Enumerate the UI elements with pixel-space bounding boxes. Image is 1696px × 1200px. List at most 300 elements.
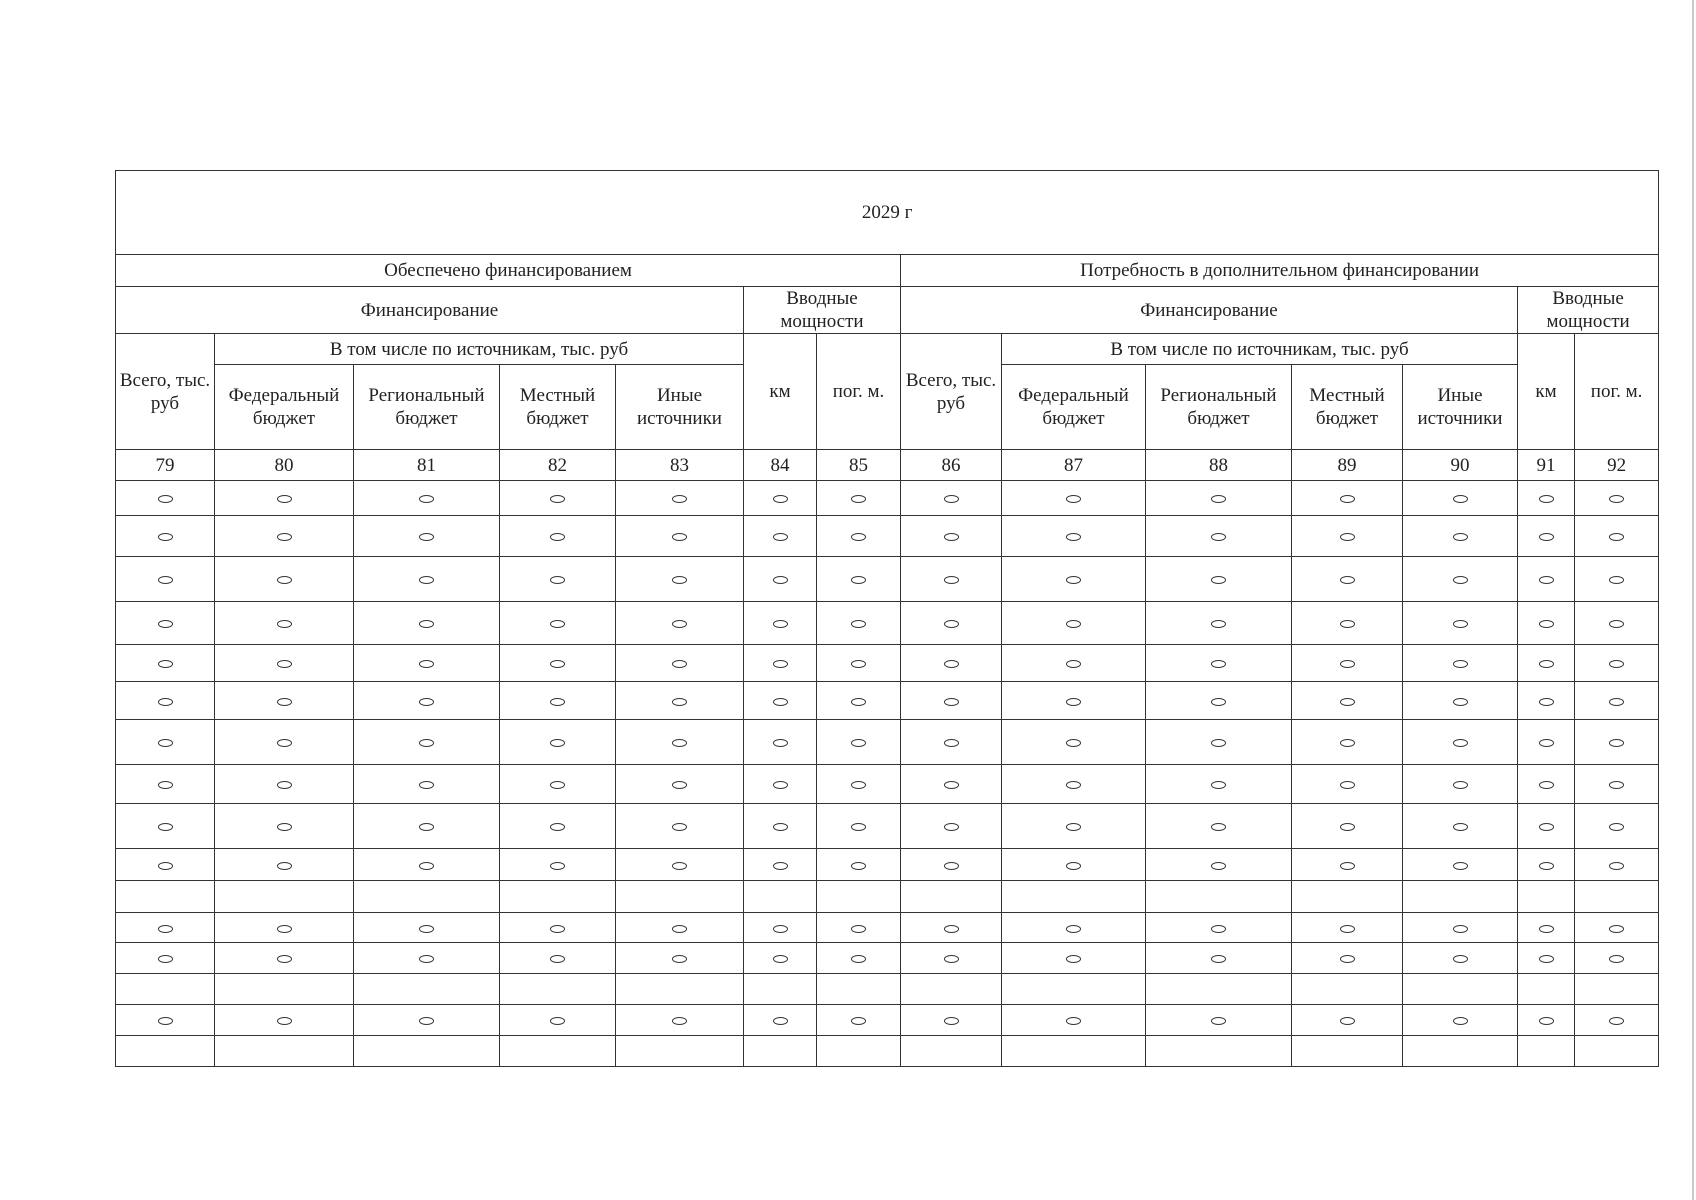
table-cell [817, 1036, 901, 1067]
dash-glyph-icon [773, 925, 788, 933]
table-cell [616, 765, 744, 804]
table-cell [500, 804, 616, 849]
table-cell [1518, 881, 1575, 913]
table-cell [1002, 974, 1146, 1005]
table-cell [354, 682, 500, 720]
table-row [116, 602, 1659, 645]
secured-pogm-header: пог. м. [817, 334, 901, 450]
table-cell [901, 720, 1002, 765]
dash-glyph-icon [944, 533, 959, 541]
column-number: 85 [817, 450, 901, 481]
dash-glyph-icon [944, 576, 959, 584]
table-cell [1146, 765, 1292, 804]
dash-glyph-icon [158, 533, 173, 541]
table-cell [1292, 974, 1403, 1005]
table-cell [1292, 720, 1403, 765]
table-cell [500, 481, 616, 516]
dash-glyph-icon [672, 862, 687, 870]
dash-glyph-icon [158, 495, 173, 503]
dash-glyph-icon [277, 495, 292, 503]
dash-glyph-icon [419, 495, 434, 503]
dash-glyph-icon [1539, 781, 1554, 789]
dash-glyph-icon [1453, 862, 1468, 870]
table-cell [1146, 804, 1292, 849]
dash-glyph-icon [550, 955, 565, 963]
table-cell [1292, 849, 1403, 881]
table-cell [116, 720, 215, 765]
table-cell [817, 645, 901, 682]
table-row [116, 645, 1659, 682]
table-cell [901, 1005, 1002, 1036]
dash-glyph-icon [1609, 823, 1624, 831]
table-cell [616, 1005, 744, 1036]
table-cell [901, 974, 1002, 1005]
dash-glyph-icon [158, 925, 173, 933]
table-cell [744, 974, 817, 1005]
table-cell [1575, 765, 1659, 804]
dash-glyph-icon [1453, 620, 1468, 628]
dash-glyph-icon [672, 925, 687, 933]
table-cell [1292, 481, 1403, 516]
dash-glyph-icon [672, 955, 687, 963]
dash-glyph-icon [1453, 495, 1468, 503]
table-cell [354, 913, 500, 943]
table-cell [1403, 481, 1518, 516]
table-cell [744, 557, 817, 602]
table-row [116, 765, 1659, 804]
dash-glyph-icon [1066, 533, 1081, 541]
table-cell [116, 602, 215, 645]
table-row [116, 481, 1659, 516]
table-cell [1403, 557, 1518, 602]
table-cell [1518, 849, 1575, 881]
table-cell [1575, 881, 1659, 913]
table-cell [1518, 682, 1575, 720]
dash-glyph-icon [277, 533, 292, 541]
table-cell [354, 804, 500, 849]
dash-glyph-icon [550, 739, 565, 747]
column-number: 84 [744, 450, 817, 481]
table-cell [817, 943, 901, 974]
table-cell [1518, 1005, 1575, 1036]
table-cell [354, 602, 500, 645]
table-cell [1146, 516, 1292, 557]
dash-glyph-icon [1066, 620, 1081, 628]
table-cell [116, 645, 215, 682]
dash-glyph-icon [277, 576, 292, 584]
dash-glyph-icon [1211, 620, 1226, 628]
dash-glyph-icon [1066, 955, 1081, 963]
additional-total-header: Всего, тыс. руб [901, 334, 1002, 450]
table-cell [215, 849, 354, 881]
table-cell [1575, 974, 1659, 1005]
table-cell [1002, 1036, 1146, 1067]
dash-glyph-icon [851, 925, 866, 933]
table-cell [1403, 913, 1518, 943]
table-cell [1518, 765, 1575, 804]
table-row [116, 974, 1659, 1005]
dash-glyph-icon [1211, 698, 1226, 706]
dash-glyph-icon [1609, 955, 1624, 963]
dash-glyph-icon [1539, 739, 1554, 747]
table-cell [901, 645, 1002, 682]
table-cell [616, 1036, 744, 1067]
table-cell [817, 1005, 901, 1036]
dash-glyph-icon [944, 620, 959, 628]
table-cell [116, 516, 215, 557]
table-cell [1146, 481, 1292, 516]
dash-glyph-icon [1340, 823, 1355, 831]
table-cell [1292, 765, 1403, 804]
dash-glyph-icon [1609, 862, 1624, 870]
table-cell [817, 481, 901, 516]
column-number: 83 [616, 450, 744, 481]
table-cell [1575, 804, 1659, 849]
additional-sources-header: В том числе по источникам, тыс. руб [1002, 334, 1518, 365]
dash-glyph-icon [550, 533, 565, 541]
dash-glyph-icon [672, 698, 687, 706]
table-cell [215, 765, 354, 804]
table-cell [744, 849, 817, 881]
table-row [116, 1036, 1659, 1067]
table-cell [354, 943, 500, 974]
table-cell [1575, 1005, 1659, 1036]
dash-glyph-icon [1066, 781, 1081, 789]
dash-glyph-icon [419, 698, 434, 706]
dash-glyph-icon [851, 576, 866, 584]
table-cell [1292, 516, 1403, 557]
table-cell [116, 849, 215, 881]
table-cell [116, 804, 215, 849]
dash-glyph-icon [1211, 862, 1226, 870]
dash-glyph-icon [773, 698, 788, 706]
table-cell [744, 804, 817, 849]
table-cell [1575, 682, 1659, 720]
table-cell [116, 943, 215, 974]
table-cell [901, 516, 1002, 557]
table-cell [354, 557, 500, 602]
table-cell [1292, 881, 1403, 913]
dash-glyph-icon [944, 1017, 959, 1025]
dash-glyph-icon [1539, 620, 1554, 628]
table-cell [901, 557, 1002, 602]
secured-km-header: км [744, 334, 817, 450]
table-cell [1146, 557, 1292, 602]
table-cell [901, 804, 1002, 849]
dash-glyph-icon [158, 781, 173, 789]
dash-glyph-icon [1211, 955, 1226, 963]
dash-glyph-icon [1340, 698, 1355, 706]
dash-glyph-icon [1066, 660, 1081, 668]
table-cell [744, 881, 817, 913]
table-cell [354, 1036, 500, 1067]
dash-glyph-icon [944, 925, 959, 933]
column-number: 81 [354, 450, 500, 481]
table-cell [354, 765, 500, 804]
table-cell [744, 913, 817, 943]
dash-glyph-icon [944, 862, 959, 870]
table-cell [1403, 1036, 1518, 1067]
dash-glyph-icon [419, 660, 434, 668]
table-cell [354, 849, 500, 881]
dash-glyph-icon [419, 739, 434, 747]
dash-glyph-icon [158, 739, 173, 747]
dash-glyph-icon [550, 620, 565, 628]
dash-glyph-icon [158, 823, 173, 831]
table-cell [1518, 516, 1575, 557]
dash-glyph-icon [851, 781, 866, 789]
column-number: 89 [1292, 450, 1403, 481]
table-cell [500, 516, 616, 557]
dash-glyph-icon [550, 1017, 565, 1025]
dash-glyph-icon [1340, 925, 1355, 933]
dash-glyph-icon [773, 739, 788, 747]
column-number: 88 [1146, 450, 1292, 481]
table-cell [1146, 913, 1292, 943]
section-header-row [116, 255, 1659, 287]
dash-glyph-icon [1211, 739, 1226, 747]
table-cell [901, 943, 1002, 974]
table-cell [901, 913, 1002, 943]
dash-glyph-icon [158, 620, 173, 628]
dash-glyph-icon [419, 823, 434, 831]
dash-glyph-icon [1539, 823, 1554, 831]
dash-glyph-icon [1340, 533, 1355, 541]
dash-glyph-icon [1609, 925, 1624, 933]
dash-glyph-icon [1609, 739, 1624, 747]
table-cell [1518, 804, 1575, 849]
additional-other-header: Иные источники [1403, 365, 1518, 450]
dash-glyph-icon [277, 862, 292, 870]
dash-glyph-icon [1453, 698, 1468, 706]
table-row [116, 849, 1659, 881]
table-cell [616, 849, 744, 881]
table-cell [1403, 720, 1518, 765]
table-cell [116, 682, 215, 720]
table-cell [215, 804, 354, 849]
dash-glyph-icon [1609, 576, 1624, 584]
table-cell [817, 765, 901, 804]
table-cell [215, 1036, 354, 1067]
dash-glyph-icon [1211, 1017, 1226, 1025]
additional-capacity-header: Вводные мощности [1518, 287, 1659, 334]
dash-glyph-icon [158, 660, 173, 668]
dash-glyph-icon [944, 495, 959, 503]
sources-header-row [116, 334, 1659, 365]
table-cell [817, 974, 901, 1005]
table-cell [354, 1005, 500, 1036]
column-number: 79 [116, 450, 215, 481]
table-cell [116, 974, 215, 1005]
dash-glyph-icon [277, 739, 292, 747]
dash-glyph-icon [1539, 955, 1554, 963]
table-cell [1575, 720, 1659, 765]
column-number: 86 [901, 450, 1002, 481]
table-cell [354, 881, 500, 913]
dash-glyph-icon [1340, 1017, 1355, 1025]
table-cell [901, 881, 1002, 913]
dash-glyph-icon [419, 955, 434, 963]
table-cell [1403, 804, 1518, 849]
table-cell [616, 974, 744, 1005]
table-cell [616, 557, 744, 602]
secured-other-header: Иные источники [616, 365, 744, 450]
table-row [116, 1005, 1659, 1036]
dash-glyph-icon [1211, 495, 1226, 503]
dash-glyph-icon [851, 660, 866, 668]
dash-glyph-icon [419, 576, 434, 584]
table-cell [817, 849, 901, 881]
dash-glyph-icon [1340, 495, 1355, 503]
table-cell [1002, 720, 1146, 765]
column-number-row [116, 450, 1659, 481]
table-cell [500, 1036, 616, 1067]
table-cell [116, 557, 215, 602]
dash-glyph-icon [1340, 576, 1355, 584]
dash-glyph-icon [672, 1017, 687, 1025]
table-cell [1403, 516, 1518, 557]
dash-glyph-icon [1453, 1017, 1468, 1025]
table-cell [817, 720, 901, 765]
dash-glyph-icon [550, 660, 565, 668]
secured-regional-header: Региональный бюджет [354, 365, 500, 450]
table-cell [1146, 881, 1292, 913]
dash-glyph-icon [1066, 576, 1081, 584]
table-cell [1403, 974, 1518, 1005]
table-cell [1002, 682, 1146, 720]
table-cell [744, 1005, 817, 1036]
table-cell [500, 682, 616, 720]
dash-glyph-icon [1066, 862, 1081, 870]
table-cell [1146, 1005, 1292, 1036]
table-row [116, 804, 1659, 849]
table-cell [616, 943, 744, 974]
dash-glyph-icon [1539, 533, 1554, 541]
dash-glyph-icon [1453, 781, 1468, 789]
dash-glyph-icon [944, 781, 959, 789]
table-cell [215, 516, 354, 557]
dash-glyph-icon [1340, 660, 1355, 668]
dash-glyph-icon [1211, 781, 1226, 789]
table-cell [215, 481, 354, 516]
table-cell [616, 804, 744, 849]
table-cell [1575, 602, 1659, 645]
table-cell [1002, 557, 1146, 602]
table-cell [1403, 602, 1518, 645]
dash-glyph-icon [672, 781, 687, 789]
dash-glyph-icon [851, 533, 866, 541]
table-cell [215, 602, 354, 645]
dash-glyph-icon [851, 862, 866, 870]
table-cell [1146, 943, 1292, 974]
dash-glyph-icon [773, 781, 788, 789]
dash-glyph-icon [550, 823, 565, 831]
table-cell [901, 602, 1002, 645]
table-cell [1292, 804, 1403, 849]
table-cell [901, 849, 1002, 881]
table-cell [1518, 602, 1575, 645]
table-cell [116, 1036, 215, 1067]
dash-glyph-icon [851, 620, 866, 628]
dash-glyph-icon [773, 823, 788, 831]
table-cell [1403, 849, 1518, 881]
column-number: 92 [1575, 450, 1659, 481]
dash-glyph-icon [851, 698, 866, 706]
table-cell [817, 516, 901, 557]
table-cell [616, 913, 744, 943]
dash-glyph-icon [1211, 823, 1226, 831]
dash-glyph-icon [277, 955, 292, 963]
table-row [116, 720, 1659, 765]
secured-sources-header: В том числе по источникам, тыс. руб [215, 334, 744, 365]
dash-glyph-icon [944, 823, 959, 831]
table-cell [500, 881, 616, 913]
table-cell [1518, 645, 1575, 682]
table-cell [1292, 645, 1403, 682]
dash-glyph-icon [672, 576, 687, 584]
table-row [116, 557, 1659, 602]
table-cell [1575, 481, 1659, 516]
dash-glyph-icon [1340, 620, 1355, 628]
table-cell [500, 557, 616, 602]
secured-capacity-header: Вводные мощности [744, 287, 901, 334]
table-cell [215, 1005, 354, 1036]
dash-glyph-icon [1539, 1017, 1554, 1025]
dash-glyph-icon [1211, 533, 1226, 541]
table-cell [500, 849, 616, 881]
dash-glyph-icon [1066, 495, 1081, 503]
table-cell [1002, 804, 1146, 849]
dash-glyph-icon [1453, 823, 1468, 831]
dash-glyph-icon [1340, 862, 1355, 870]
table-cell [744, 943, 817, 974]
table-cell [1518, 1036, 1575, 1067]
table-cell [616, 602, 744, 645]
dash-glyph-icon [672, 739, 687, 747]
dash-glyph-icon [672, 660, 687, 668]
table-cell [817, 602, 901, 645]
table-cell [616, 481, 744, 516]
dash-glyph-icon [773, 620, 788, 628]
table-row [116, 913, 1659, 943]
column-number: 80 [215, 450, 354, 481]
year-header-row [116, 171, 1659, 255]
additional-km-header: км [1518, 334, 1575, 450]
dash-glyph-icon [1609, 698, 1624, 706]
table-cell [215, 913, 354, 943]
dash-glyph-icon [1066, 925, 1081, 933]
dash-glyph-icon [1539, 698, 1554, 706]
dash-glyph-icon [277, 620, 292, 628]
dash-glyph-icon [773, 862, 788, 870]
dash-glyph-icon [944, 660, 959, 668]
table-cell [744, 602, 817, 645]
dash-glyph-icon [1609, 781, 1624, 789]
dash-glyph-icon [158, 1017, 173, 1025]
dash-glyph-icon [419, 862, 434, 870]
dash-glyph-icon [672, 533, 687, 541]
table-cell [817, 682, 901, 720]
table-cell [1518, 481, 1575, 516]
table-cell [354, 720, 500, 765]
table-cell [1292, 1005, 1403, 1036]
table-cell [744, 720, 817, 765]
table-cell [1002, 765, 1146, 804]
table-cell [1002, 481, 1146, 516]
table-cell [1146, 849, 1292, 881]
table-cell [215, 943, 354, 974]
table-cell [1518, 557, 1575, 602]
